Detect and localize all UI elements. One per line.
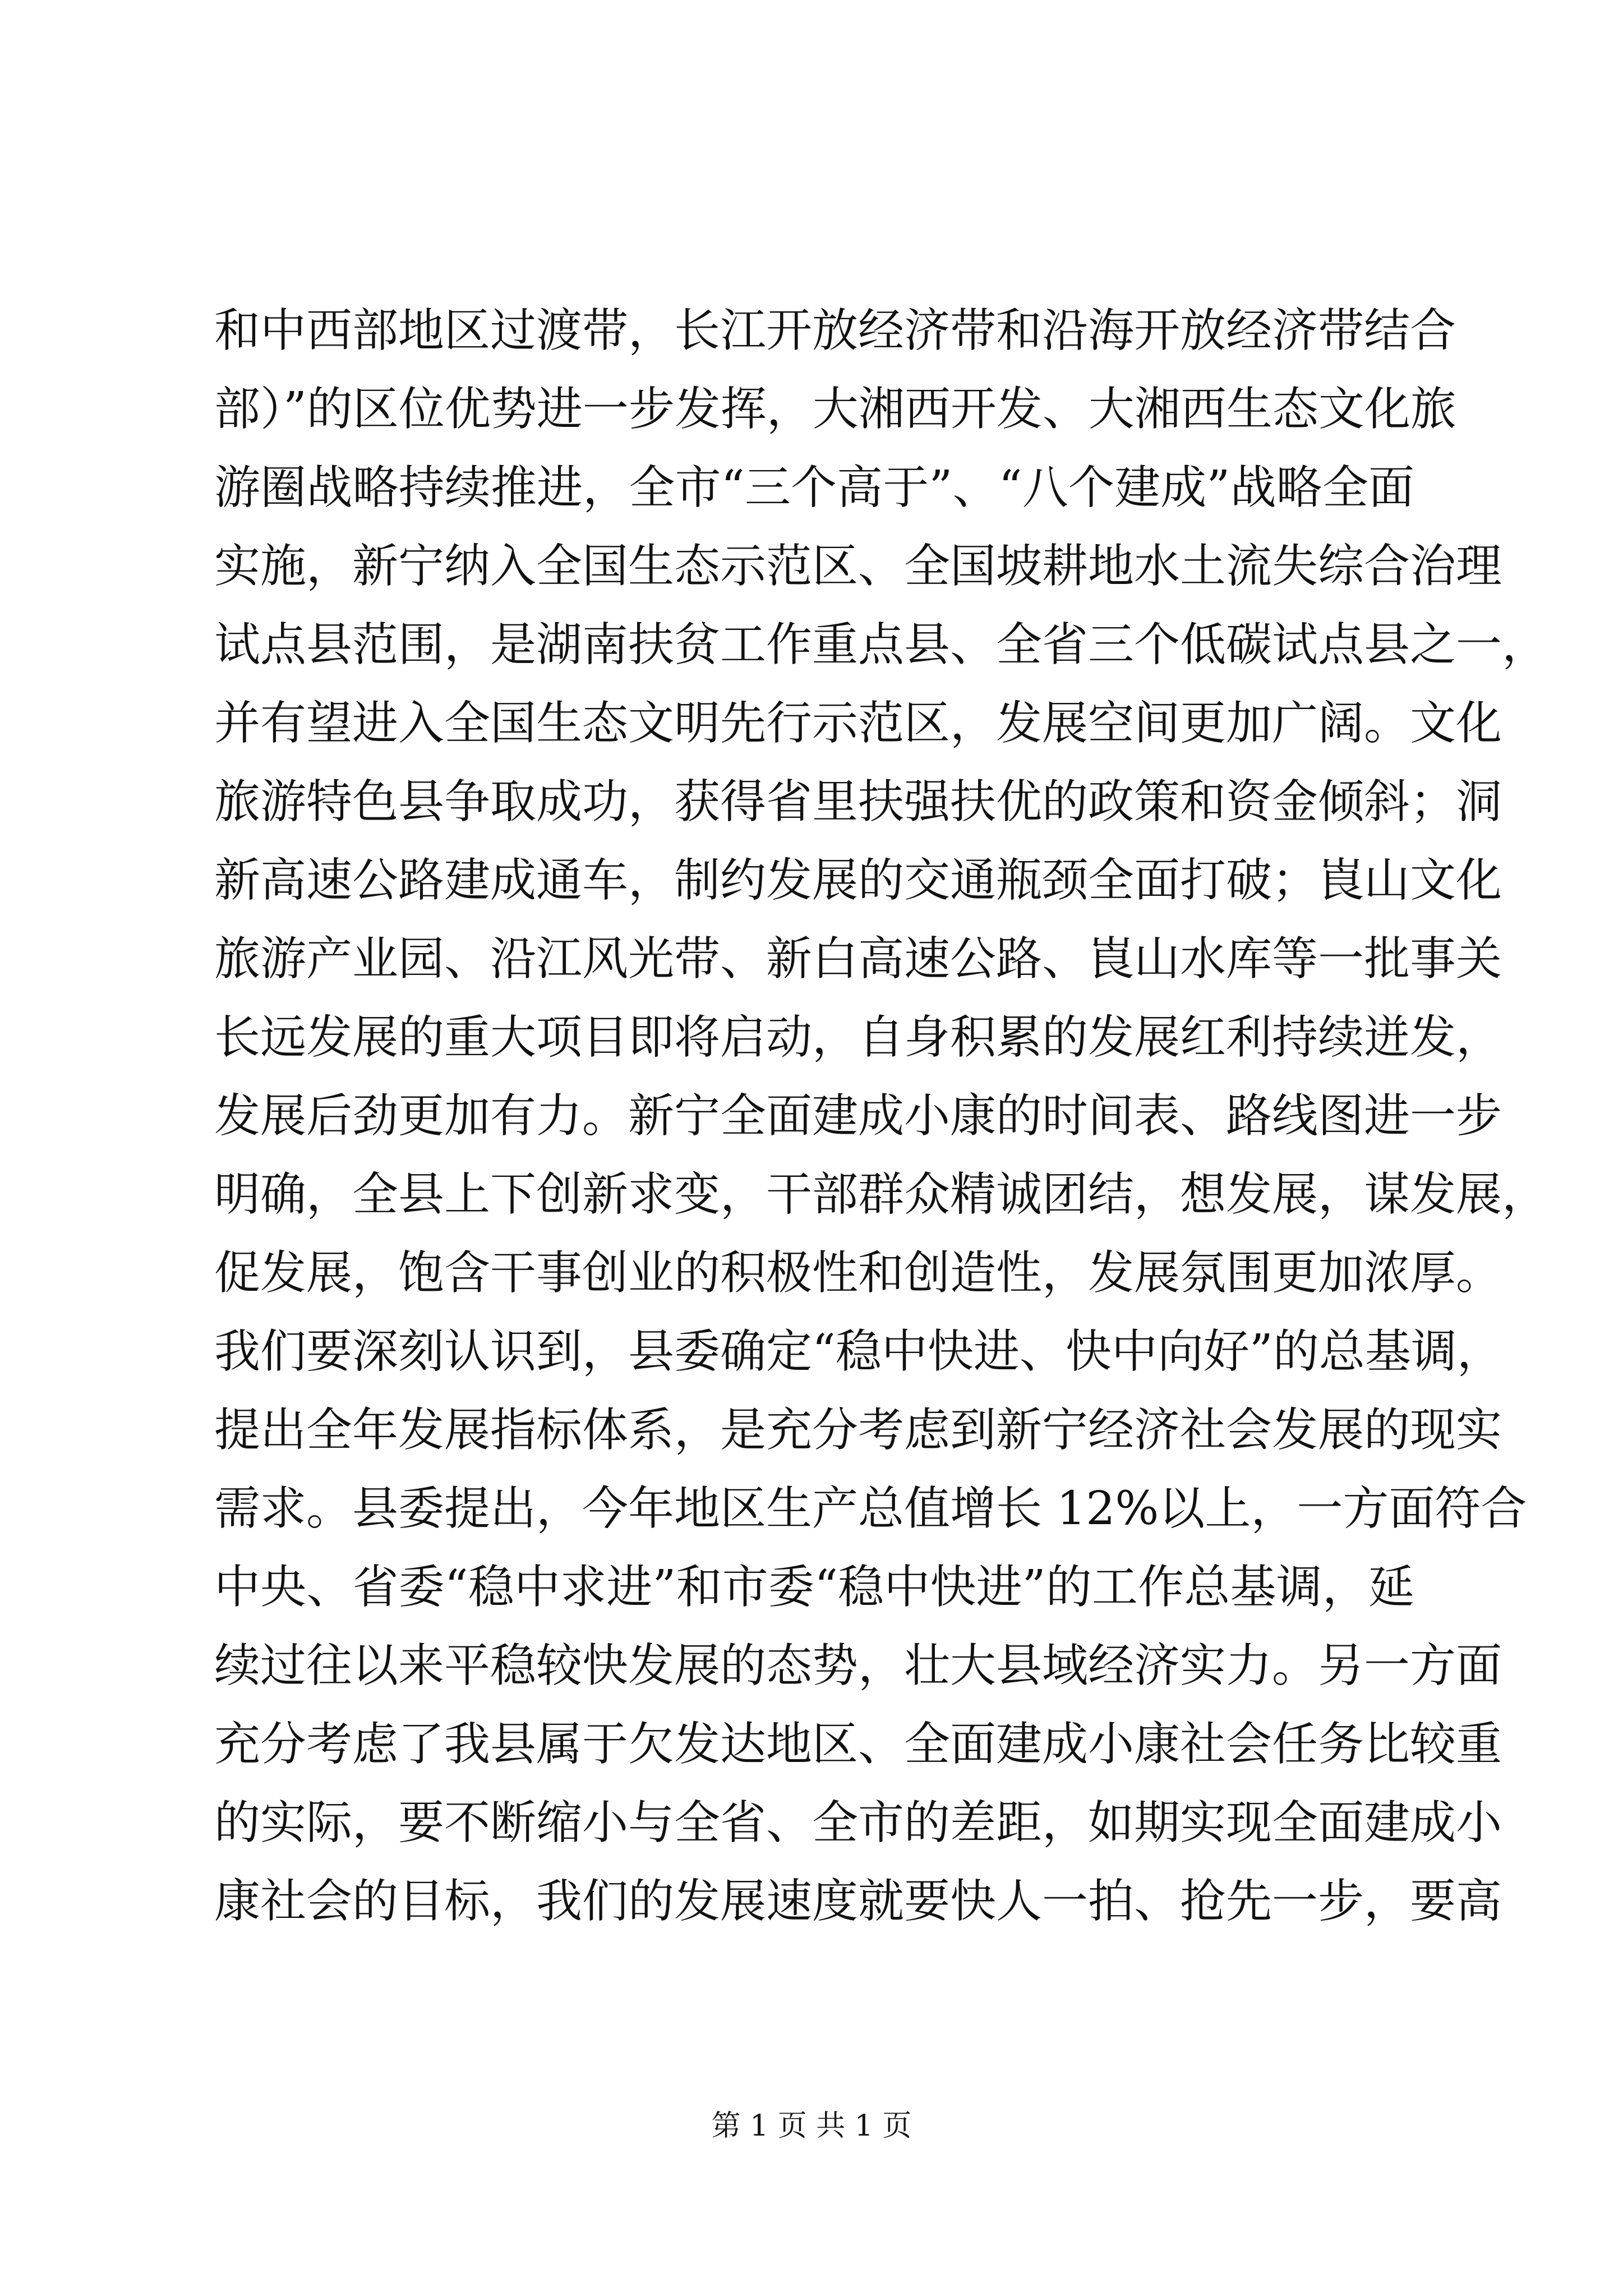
- text-line: 并有望进入全国生态文明先行示范区，发展空间更加广阔。文化: [214, 697, 1502, 750]
- text-line: 充分考虑了我县属于欠发达地区、全面建成小康社会任务比较重: [214, 1718, 1502, 1771]
- text-line: 我们要深刻认识到，县委确定“稳中快进、快中向好”的总基调，: [214, 1325, 1503, 1378]
- text-line: 和中西部地区过渡带，长江开放经济带和沿海开放经济带结合: [214, 304, 1456, 357]
- text-line: 旅游特色县争取成功，获得省里扶强扶优的政策和资金倾斜；洞: [214, 775, 1502, 829]
- text-line: 实施，新宁纳入全国生态示范区、全国坡耕地水土流失综合治理: [214, 540, 1502, 593]
- text-line: 康社会的目标，我们的发展速度就要快人一拍、抢先一步，要高: [214, 1875, 1502, 1928]
- text-line: 续过往以来平稳较快发展的态势，壮大县域经济实力。另一方面: [214, 1639, 1502, 1692]
- text-line: 需求。县委提出，今年地区生产总值增长 12%以上，一方面符合: [214, 1482, 1527, 1535]
- text-line: 游圈战略持续推进，全市“三个高于”、“八个建成”战略全面: [214, 461, 1414, 514]
- text-line: 发展后劲更加有力。新宁全面建成小康的时间表、路线图进一步: [214, 1089, 1502, 1143]
- text-line: 长远发展的重大项目即将启动，自身积累的发展红利持续迸发，: [214, 1011, 1502, 1064]
- text-line: 部）”的区位优势进一步发挥，大湘西开发、大湘西生态文化旅: [214, 383, 1456, 436]
- text-line: 的实际，要不断缩小与全省、全市的差距，如期实现全面建成小: [214, 1796, 1502, 1849]
- text-line: 试点县范围，是湖南扶贫工作重点县、全省三个低碳试点县之一，: [214, 618, 1548, 671]
- page-footer: 第 1 页 共 1 页: [711, 2109, 912, 2143]
- text-line: 提出全年发展指标体系，是充分考虑到新宁经济社会发展的现实: [214, 1404, 1502, 1457]
- text-line: 新高速公路建成通车，制约发展的交通瓶颈全面打破；崀山文化: [214, 854, 1502, 907]
- text-line: 明确，全县上下创新求变，干部群众精诚团结，想发展，谋发展，: [214, 1168, 1548, 1221]
- text-line: 促发展，饱含干事创业的积极性和创造性，发展氛围更加浓厚。: [214, 1246, 1502, 1300]
- text-line: 旅游产业园、沿江风光带、新白高速公路、崀山水库等一批事关: [214, 932, 1502, 986]
- text-line: 中央、省委“稳中求进”和市委“稳中快进”的工作总基调，延: [214, 1561, 1414, 1614]
